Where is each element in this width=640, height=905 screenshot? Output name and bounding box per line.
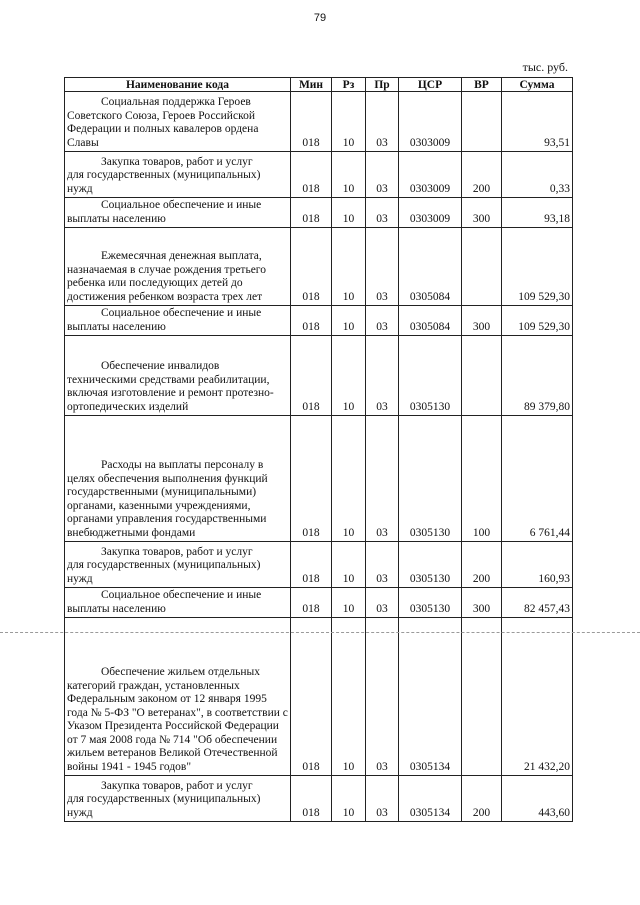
row-sum: 93,18 — [502, 198, 573, 228]
table-row — [65, 228, 573, 306]
row-name: Расходы на выплаты персоналу в целях обеспечения выполнения функций государственными (муниципальными) органами, казенными учреждениями, органами управления государственными внебюджетными фондами — [65, 416, 291, 542]
row-rz: 10 — [332, 198, 366, 228]
row-rz: 10 — [332, 152, 366, 198]
row-vr: 300 — [462, 588, 502, 618]
table-row — [65, 618, 573, 776]
row-pr: 03 — [366, 92, 399, 152]
page-number: 79 — [313, 12, 327, 24]
row-csr: 0305130 — [399, 588, 462, 618]
header-vr: ВР — [462, 78, 502, 92]
row-sum: 0,33 — [502, 152, 573, 198]
row-name: Социальное обеспечение и иные выплаты населению — [65, 588, 291, 618]
row-vr: 200 — [462, 776, 502, 822]
row-rz: 10 — [332, 416, 366, 542]
row-vr: 200 — [462, 152, 502, 198]
header-min: Мин — [291, 78, 332, 92]
row-min: 018 — [291, 416, 332, 542]
row-rz: 10 — [332, 542, 366, 588]
row-csr: 0305134 — [399, 618, 462, 776]
row-min: 018 — [291, 92, 332, 152]
row-name: Социальное обеспечение и иные выплаты населению — [65, 198, 291, 228]
row-name: Социальная поддержка Героев Советского Союза, Героев Российской Федерации и полных кавалеров ордена Славы — [65, 92, 291, 152]
table-row — [65, 336, 573, 416]
row-vr — [462, 92, 502, 152]
row-csr: 0305130 — [399, 542, 462, 588]
row-min: 018 — [291, 588, 332, 618]
budget-table — [64, 77, 573, 822]
row-rz: 10 — [332, 306, 366, 336]
table-row — [65, 306, 573, 336]
header-name: Наименование кода — [65, 78, 291, 92]
scan-dashed-line — [0, 632, 640, 633]
row-vr: 300 — [462, 306, 502, 336]
row-sum: 109 529,30 — [502, 306, 573, 336]
row-sum: 89 379,80 — [502, 336, 573, 416]
row-pr: 03 — [366, 336, 399, 416]
row-min: 018 — [291, 198, 332, 228]
row-sum: 93,51 — [502, 92, 573, 152]
units-label: тыс. руб. — [522, 60, 568, 74]
row-rz: 10 — [332, 588, 366, 618]
row-name: Социальное обеспечение и иные выплаты населению — [65, 306, 291, 336]
row-rz: 10 — [332, 776, 366, 822]
table-row — [65, 776, 573, 822]
header-csr: ЦСР — [399, 78, 462, 92]
row-name: Ежемесячная денежная выплата, назначаемая в случае рождения третьего ребенка или последующих детей до достижения ребенком возраста трех лет — [65, 228, 291, 306]
row-vr: 300 — [462, 198, 502, 228]
table-row — [65, 588, 573, 618]
table-row — [65, 542, 573, 588]
row-csr: 0305134 — [399, 776, 462, 822]
row-name: Обеспечение жильем отдельных категорий граждан, установленных Федеральным законом от 12 января 1995 года № 5-ФЗ "О ветеранах", в соответствии с Указом Президента Российской Федерации от 7 мая 2008 года № 714 "Об обеспечении жильем ветеранов Великой Отечественной войны 1941 - 1945 годов" — [65, 618, 291, 776]
row-csr: 0303009 — [399, 198, 462, 228]
row-pr: 03 — [366, 542, 399, 588]
row-csr: 0305130 — [399, 336, 462, 416]
row-min: 018 — [291, 306, 332, 336]
row-name: Обеспечение инвалидов техническими средствами реабилитации, включая изготовление и ремонт протезно-ортопедических изделий — [65, 336, 291, 416]
row-rz: 10 — [332, 336, 366, 416]
row-csr: 0305084 — [399, 228, 462, 306]
row-pr: 03 — [366, 306, 399, 336]
row-pr: 03 — [366, 416, 399, 542]
row-vr — [462, 336, 502, 416]
row-sum: 109 529,30 — [502, 228, 573, 306]
table-header-row — [65, 78, 573, 92]
row-pr: 03 — [366, 588, 399, 618]
row-sum: 6 761,44 — [502, 416, 573, 542]
row-csr: 0303009 — [399, 92, 462, 152]
row-sum: 82 457,43 — [502, 588, 573, 618]
table-row — [65, 152, 573, 198]
row-min: 018 — [291, 618, 332, 776]
row-min: 018 — [291, 776, 332, 822]
row-sum: 21 432,20 — [502, 618, 573, 776]
header-pr: Пр — [366, 78, 399, 92]
row-sum: 160,93 — [502, 542, 573, 588]
table-row — [65, 198, 573, 228]
row-pr: 03 — [366, 618, 399, 776]
row-rz: 10 — [332, 618, 366, 776]
row-rz: 10 — [332, 228, 366, 306]
row-csr: 0305130 — [399, 416, 462, 542]
table-row — [65, 416, 573, 542]
row-csr: 0303009 — [399, 152, 462, 198]
row-name: Закупка товаров, работ и услуг для государственных (муниципальных) нужд — [65, 152, 291, 198]
header-sum: Сумма — [502, 78, 573, 92]
row-min: 018 — [291, 152, 332, 198]
row-min: 018 — [291, 228, 332, 306]
row-name: Закупка товаров, работ и услуг для государственных (муниципальных) нужд — [65, 776, 291, 822]
row-vr: 200 — [462, 542, 502, 588]
row-pr: 03 — [366, 228, 399, 306]
row-vr: 100 — [462, 416, 502, 542]
row-pr: 03 — [366, 198, 399, 228]
row-min: 018 — [291, 542, 332, 588]
table-row — [65, 92, 573, 152]
row-pr: 03 — [366, 152, 399, 198]
row-csr: 0305084 — [399, 306, 462, 336]
row-sum: 443,60 — [502, 776, 573, 822]
header-rz: Рз — [332, 78, 366, 92]
row-pr: 03 — [366, 776, 399, 822]
row-vr — [462, 228, 502, 306]
row-vr — [462, 618, 502, 776]
row-name: Закупка товаров, работ и услуг для государственных (муниципальных) нужд — [65, 542, 291, 588]
row-min: 018 — [291, 336, 332, 416]
row-rz: 10 — [332, 92, 366, 152]
